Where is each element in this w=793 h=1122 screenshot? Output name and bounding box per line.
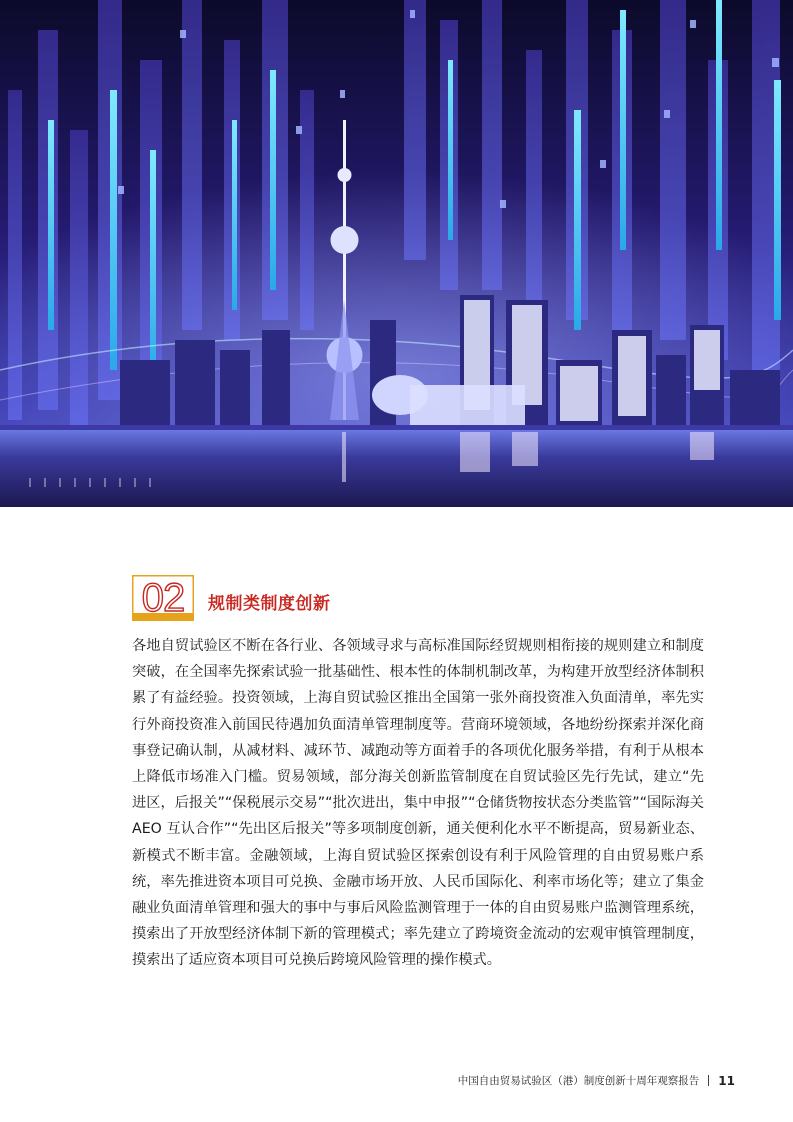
page-footer (458, 1073, 735, 1088)
section-title: 规制类制度创新 (208, 594, 331, 614)
hero-image (0, 0, 793, 507)
page-number: 11 (718, 1073, 735, 1088)
footer-report-title: 中国自由贸易试验区（港）制度创新十周年观察报告 (457, 1075, 700, 1087)
body-paragraph: 各地自贸试验区不断在各行业、各领域寻求与高标准国际经贸规则相衔接的规则建立和制度突破，在全国率先探索试验一批基础性、根本性的体制机制改革，为构建开放型经济体制积累了有益经验。投资领域，上海自贸试验区推出全国第一张外商投资准入负面清单，率先实行外商投资准入前国民待遇加负面清单管理制度等。营商环境领域，各地纷纷探索并深化商事登记确认制，从减材料、减环节、减跑动等方面着手的各项优化服务举措，有利于从根本上降低市场准入门槛。贸易领域，部分海关创新监管制度在自贸试验区先行先试，建立“先进区，后报关”“保税展示交易”“批次进出，集中申报”“仓储货物按状态分类监管”“国际海关 AEO 互认合作”“先出区后报关”等多项制度创新，通关便利化水平不断提高，贸易新业态、新模式不断丰富。金融领域，上海自贸试验区探索创设有利于风险管理的自由贸易账户系统，率先推进资本项目可兑换、金融市场开放、人民币国际化、利率市场化等；建立了集金融业负面清单管理和强大的事中与事后风险监测管理于一体的自由贸易账户监测管理系统，摸索出了开放型经济体制下新的管理模式；率先建立了跨境资金流动的宏观审慎管理制度，摸索出了适应资本项目可兑换后跨境风险管理的操作模式。 (132, 638, 704, 969)
footer-divider (708, 1075, 709, 1086)
section-heading (132, 575, 692, 625)
section-number: 02 (141, 576, 185, 620)
section-number-badge (132, 575, 194, 621)
